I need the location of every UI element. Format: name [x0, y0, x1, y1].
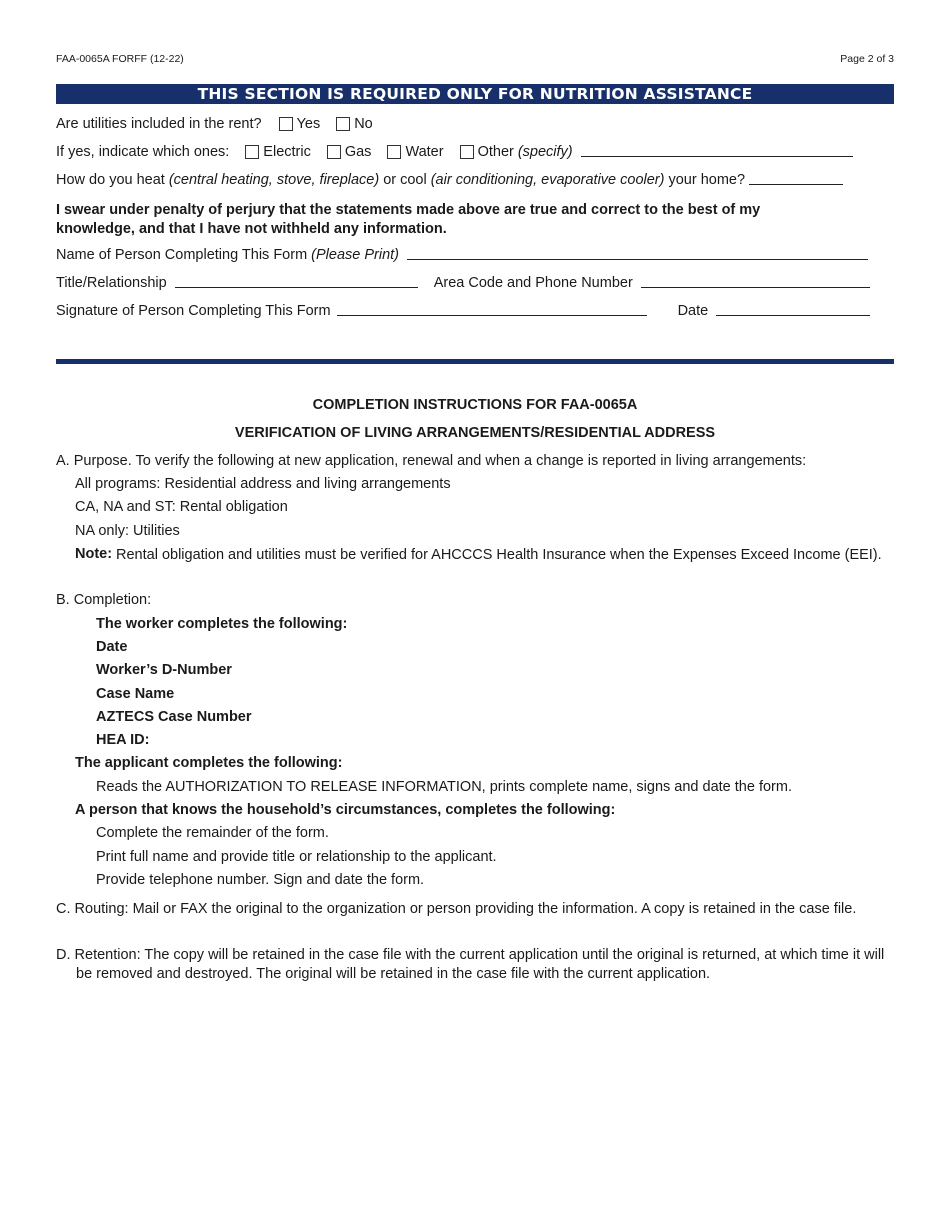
utilities-yes-option[interactable]: [279, 116, 321, 132]
water-label: Water: [405, 144, 444, 160]
name-print-note: (Please Print): [311, 247, 400, 263]
other-checkbox[interactable]: [460, 145, 474, 159]
utility-types-label: If yes, indicate which ones:: [56, 144, 230, 160]
name-label: Name of Person Completing This Form: [56, 247, 308, 263]
signature-field[interactable]: [337, 315, 647, 316]
utilities-yes-label: Yes: [296, 116, 321, 132]
other-option[interactable]: [460, 144, 573, 160]
routing-text: C. Routing: Mail or FAX the original to the organization or person providing the information. A copy is retained in the case file.: [56, 901, 857, 917]
section-banner: THIS SECTION IS REQUIRED ONLY FOR NUTRITION ASSISTANCE: [56, 84, 894, 104]
electric-option[interactable]: [245, 144, 311, 160]
phone-label: Area Code and Phone Number: [433, 275, 633, 291]
purpose-item-3: NA only: Utilities: [75, 523, 180, 539]
gas-option[interactable]: [327, 144, 372, 160]
perjury-statement: I swear under penalty of perjury that the statements made above are true and correct to the best of my knowledge, and that I have not withheld any information.: [56, 202, 761, 237]
heat-text-4: (air conditioning, evaporative cooler): [430, 172, 665, 188]
electric-label: Electric: [263, 144, 311, 160]
other-specify-note: (specify): [517, 144, 573, 160]
worker-item-aztecs: AZTECS Case Number: [96, 709, 252, 725]
note-text: [117, 546, 897, 565]
section-divider: [56, 359, 894, 364]
heat-text-5: your home?: [668, 172, 746, 188]
name-row: [56, 247, 894, 263]
water-checkbox[interactable]: [387, 145, 401, 159]
phone-field[interactable]: [641, 287, 870, 288]
other-specify-field[interactable]: [581, 156, 853, 157]
electric-checkbox[interactable]: [245, 145, 259, 159]
purpose-text: A. Purpose. To verify the following at new application, renewal and when a change is reported in living arrangements:: [56, 453, 807, 469]
purpose-item-1: All programs: Residential address and living arrangements: [75, 476, 451, 492]
person-item-2: Print full name and provide title or relationship to the applicant.: [96, 849, 497, 865]
purpose-item-2: CA, NA and ST: Rental obligation: [75, 499, 288, 515]
date-label: Date: [677, 303, 709, 319]
worker-item-dnumber: Worker’s D-Number: [96, 662, 232, 678]
heating-answer-field[interactable]: [749, 184, 843, 185]
instructions-subtitle: VERIFICATION OF LIVING ARRANGEMENTS/RESIDENTIAL ADDRESS: [234, 425, 716, 441]
date-field[interactable]: [716, 315, 870, 316]
utility-types-row: [56, 144, 894, 160]
applicant-item: Reads the AUTHORIZATION TO RELEASE INFORMATION, prints complete name, signs and date the form.: [96, 779, 792, 795]
note-text-content: Rental obligation and utilities must be verified for AHCCCS Health Insurance when the Expenses Exceed Income (EEI).: [116, 547, 882, 563]
signature-date-row: [56, 303, 894, 319]
heat-text-2: (central heating, stove, fireplace): [168, 172, 380, 188]
retention-text: D. Retention: The copy will be retained in the case file with the current application until the original is returned, at which time it will be removed and destroyed. The original will be retained in the case file with the current application.: [56, 947, 885, 982]
note-label: Note:: [75, 546, 113, 562]
utilities-no-label: No: [354, 116, 373, 132]
title-phone-row: [56, 275, 894, 291]
utilities-question-row: [56, 116, 894, 132]
utilities-yes-checkbox[interactable]: [279, 117, 293, 131]
utilities-no-checkbox[interactable]: [336, 117, 350, 131]
signature-label: Signature of Person Completing This Form: [56, 303, 331, 319]
worker-item-casename: Case Name: [96, 686, 175, 702]
completion-heading: B. Completion:: [56, 592, 152, 608]
gas-label: Gas: [344, 144, 372, 160]
title-label: Title/Relationship: [56, 275, 167, 291]
other-label: Other: [477, 144, 514, 160]
water-option[interactable]: [387, 144, 443, 160]
person-heading: A person that knows the household’s circumstances, completes the following:: [75, 802, 616, 818]
applicant-heading: The applicant completes the following:: [75, 755, 343, 771]
utilities-question-label: Are utilities included in the rent?: [56, 116, 262, 132]
worker-item-heaid: HEA ID:: [96, 732, 150, 748]
utilities-no-option[interactable]: [336, 116, 373, 132]
page-number: Page 2 of 3: [840, 53, 894, 65]
worker-item-date: Date: [96, 639, 128, 655]
name-field[interactable]: [407, 259, 868, 260]
instructions-title: COMPLETION INSTRUCTIONS FOR FAA-0065A: [312, 397, 638, 413]
heating-question-row: [56, 172, 894, 188]
gas-checkbox[interactable]: [327, 145, 341, 159]
heat-text-3: or cool: [383, 172, 427, 188]
person-item-3: Provide telephone number. Sign and date the form.: [96, 872, 425, 888]
person-item-1: Complete the remainder of the form.: [96, 825, 329, 841]
title-field[interactable]: [175, 287, 418, 288]
form-id: FAA-0065A FORFF (12-22): [56, 53, 184, 65]
worker-heading: The worker completes the following:: [96, 616, 348, 632]
heat-text-1: How do you heat: [56, 172, 165, 188]
